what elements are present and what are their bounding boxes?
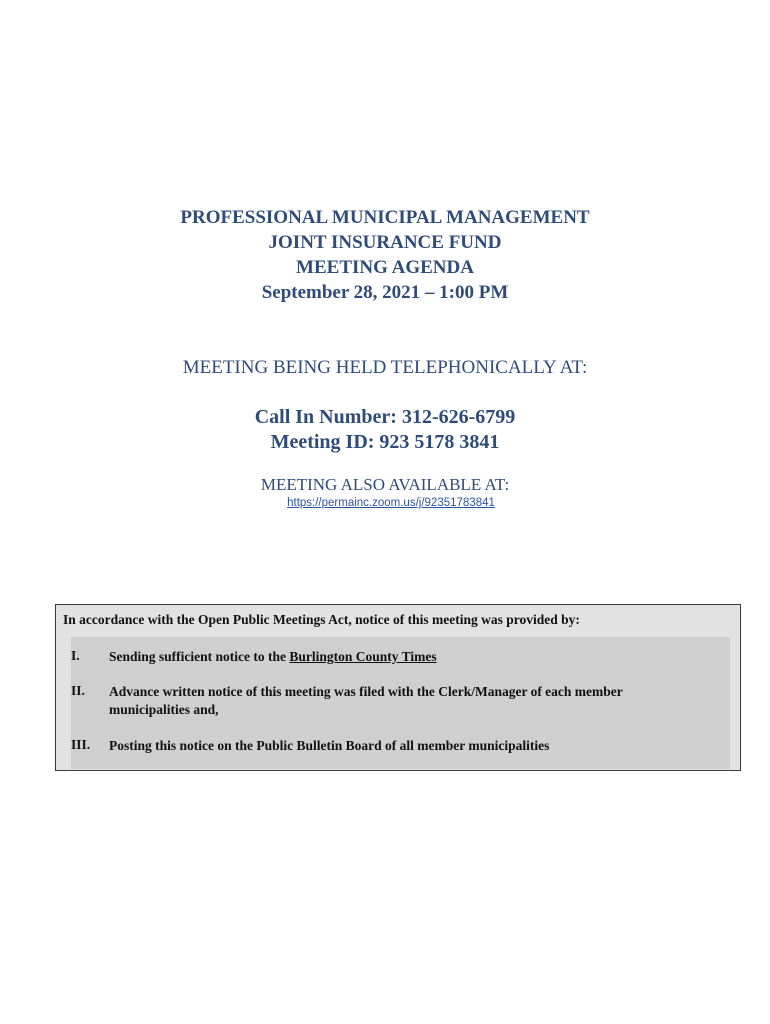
title-line-date-time: September 28, 2021 – 1:00 PM [261,282,509,303]
title-line-fund-name: PROFESSIONAL MUNICIPAL MANAGEMENT [180,207,590,228]
notice-item-text: Posting this notice on the Public Bulletin Board of all member municipalities [109,738,550,753]
notice-box [55,604,741,771]
notice-item-number: I. [71,648,80,663]
notice-item-number: III. [71,737,91,752]
title-line-fund-type: JOINT INSURANCE FUND [268,232,502,253]
notice-item-number: II. [71,683,85,698]
call-in-number: Call In Number: 312-626-6799 [254,406,516,428]
notice-item-text: Advance written notice of this meeting was filed with the Clerk/Manager of each member municipalities and, [109,684,623,717]
meeting-id: Meeting ID: 923 5178 3841 [270,431,500,453]
title-line-meeting-agenda: MEETING AGENDA [296,257,474,278]
notice-item-text-part: Sending sufficient notice to the [109,649,290,664]
notice-intro: In accordance with the Open Public Meetings Act, notice of this meeting was provided by: [63,612,580,627]
also-available-heading: MEETING ALSO AVAILABLE AT: [260,475,510,494]
newspaper-name: Burlington County Times [289,649,437,664]
notice-item-text [109,648,699,666]
agenda-title [0,205,770,305]
zoom-meeting-link[interactable]: https://permainc.zoom.us/j/92351783841 [287,497,495,509]
held-telephonically-heading: MEETING BEING HELD TELEPHONICALLY AT: [182,357,588,378]
zoom-link-row [0,497,770,509]
call-info [0,405,770,455]
